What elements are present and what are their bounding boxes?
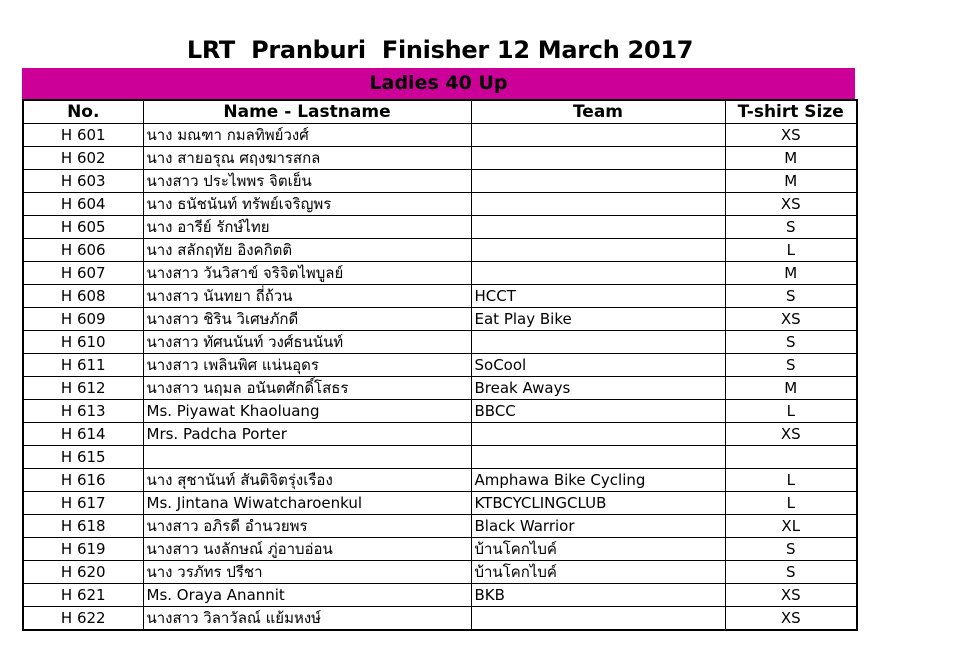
team-cell (471, 446, 725, 469)
name-cell: นาง ธนัชนันท์ ทรัพย์เจริญพร (143, 193, 471, 216)
tshirt-size-cell: XS (725, 607, 857, 631)
team-cell (471, 170, 725, 193)
bib-number-cell: H 617 (23, 492, 143, 515)
name-cell: นางสาว เพลินพิศ แน่นอุดร (143, 354, 471, 377)
name-cell: Ms. Jintana Wiwatcharoenkul (143, 492, 471, 515)
name-cell: นาง มณฑา กมลทิพย์วงศ์ (143, 124, 471, 147)
tshirt-size-cell: XS (725, 124, 857, 147)
name-cell: นางสาว ประไพพร จิตเย็น (143, 170, 471, 193)
tshirt-size-cell: XS (725, 193, 857, 216)
tshirt-size-cell: L (725, 400, 857, 423)
tshirt-size-cell: XS (725, 308, 857, 331)
column-header-no: No. (23, 100, 143, 124)
name-cell: นางสาว นันทยา ถี่ถ้วน (143, 285, 471, 308)
table-row (23, 377, 857, 400)
name-cell: Mrs. Padcha Porter (143, 423, 471, 446)
bib-number-cell: H 607 (23, 262, 143, 285)
name-cell: นางสาว อภิรดี อำนวยพร (143, 515, 471, 538)
team-cell: BKB (471, 584, 725, 607)
name-cell: Ms. Piyawat Khaoluang (143, 400, 471, 423)
column-header-team: Team (471, 100, 725, 124)
team-cell: Break Aways (471, 377, 725, 400)
bib-number-cell: H 619 (23, 538, 143, 561)
bib-number-cell: H 618 (23, 515, 143, 538)
tshirt-size-cell: M (725, 147, 857, 170)
table-row (23, 239, 857, 262)
table-row (23, 469, 857, 492)
bib-number-cell: H 603 (23, 170, 143, 193)
name-cell: นางสาว วันวิสาข์ จริจิตไพบูลย์ (143, 262, 471, 285)
name-cell: นางสาว วิลาวัลณ์ แย้มหงษ์ (143, 607, 471, 631)
team-cell (471, 239, 725, 262)
team-cell: BBCC (471, 400, 725, 423)
name-cell: Ms. Oraya Anannit (143, 584, 471, 607)
table-row (23, 492, 857, 515)
team-cell (471, 124, 725, 147)
table-row (23, 538, 857, 561)
table-row (23, 216, 857, 239)
table-row (23, 193, 857, 216)
table-row (23, 285, 857, 308)
name-cell: นาง อารีย์ รักษ์ไทย (143, 216, 471, 239)
table-row (23, 147, 857, 170)
table-row (23, 354, 857, 377)
team-cell (471, 262, 725, 285)
tshirt-size-cell: XS (725, 423, 857, 446)
table-row (23, 308, 857, 331)
page-title: LRT Pranburi Finisher 12 March 2017 (186, 36, 694, 64)
tshirt-size-cell: L (725, 469, 857, 492)
table-row (23, 607, 857, 631)
finisher-table (22, 99, 858, 631)
table-row (23, 331, 857, 354)
column-header-size: T-shirt Size (725, 100, 857, 124)
team-cell: Eat Play Bike (471, 308, 725, 331)
table-row (23, 584, 857, 607)
team-cell (471, 193, 725, 216)
name-cell: นางสาว ทัศนนันท์ วงศ์ธนนันท์ (143, 331, 471, 354)
category-band: Ladies 40 Up (22, 68, 855, 99)
team-cell: KTBCYCLINGCLUB (471, 492, 725, 515)
tshirt-size-cell: S (725, 331, 857, 354)
table-row (23, 124, 857, 147)
bib-number-cell: H 622 (23, 607, 143, 631)
bib-number-cell: H 606 (23, 239, 143, 262)
bib-number-cell: H 611 (23, 354, 143, 377)
name-cell: นาง วรภัทร ปรีชา (143, 561, 471, 584)
bib-number-cell: H 601 (23, 124, 143, 147)
table-row (23, 446, 857, 469)
column-header-name: Name - Lastname (143, 100, 471, 124)
table-row (23, 561, 857, 584)
tshirt-size-cell: L (725, 239, 857, 262)
tshirt-size-cell: S (725, 285, 857, 308)
bib-number-cell: H 620 (23, 561, 143, 584)
tshirt-size-cell: XS (725, 584, 857, 607)
bib-number-cell: H 608 (23, 285, 143, 308)
name-cell: นางสาว นงลักษณ์ ภู่อาบอ่อน (143, 538, 471, 561)
name-cell: นางสาว นฤมล อนันตศักดิ์โสธร (143, 377, 471, 400)
team-cell: บ้านโคกไบค์ (471, 561, 725, 584)
table-row (23, 400, 857, 423)
bib-number-cell: H 610 (23, 331, 143, 354)
bib-number-cell: H 613 (23, 400, 143, 423)
name-cell: นาง สายอรุณ ศฤงฆารสกล (143, 147, 471, 170)
tshirt-size-cell: S (725, 561, 857, 584)
team-cell (471, 331, 725, 354)
team-cell (471, 147, 725, 170)
bib-number-cell: H 615 (23, 446, 143, 469)
tshirt-size-cell: M (725, 262, 857, 285)
tshirt-size-cell: S (725, 354, 857, 377)
tshirt-size-cell (725, 446, 857, 469)
bib-number-cell: H 616 (23, 469, 143, 492)
name-cell: นาง สลักฤทัย อิงคกิตติ (143, 239, 471, 262)
bib-number-cell: H 605 (23, 216, 143, 239)
tshirt-size-cell: M (725, 170, 857, 193)
table-header-row (23, 100, 857, 124)
team-cell: บ้านโคกไบค์ (471, 538, 725, 561)
team-cell (471, 423, 725, 446)
name-cell: นาง สุชานันท์ สันติจิตรุ่งเรือง (143, 469, 471, 492)
team-cell: Black Warrior (471, 515, 725, 538)
table-row (23, 515, 857, 538)
table-row (23, 262, 857, 285)
tshirt-size-cell: M (725, 377, 857, 400)
bib-number-cell: H 609 (23, 308, 143, 331)
team-cell: HCCT (471, 285, 725, 308)
team-cell (471, 607, 725, 631)
name-cell (143, 446, 471, 469)
table-row (23, 170, 857, 193)
team-cell: SoCool (471, 354, 725, 377)
bib-number-cell: H 612 (23, 377, 143, 400)
name-cell: นางสาว ชิริน วิเศษภักดี (143, 308, 471, 331)
table-row (23, 423, 857, 446)
tshirt-size-cell: L (725, 492, 857, 515)
team-cell: Amphawa Bike Cycling (471, 469, 725, 492)
team-cell (471, 216, 725, 239)
tshirt-size-cell: XL (725, 515, 857, 538)
tshirt-size-cell: S (725, 538, 857, 561)
bib-number-cell: H 602 (23, 147, 143, 170)
tshirt-size-cell: S (725, 216, 857, 239)
bib-number-cell: H 604 (23, 193, 143, 216)
bib-number-cell: H 621 (23, 584, 143, 607)
bib-number-cell: H 614 (23, 423, 143, 446)
